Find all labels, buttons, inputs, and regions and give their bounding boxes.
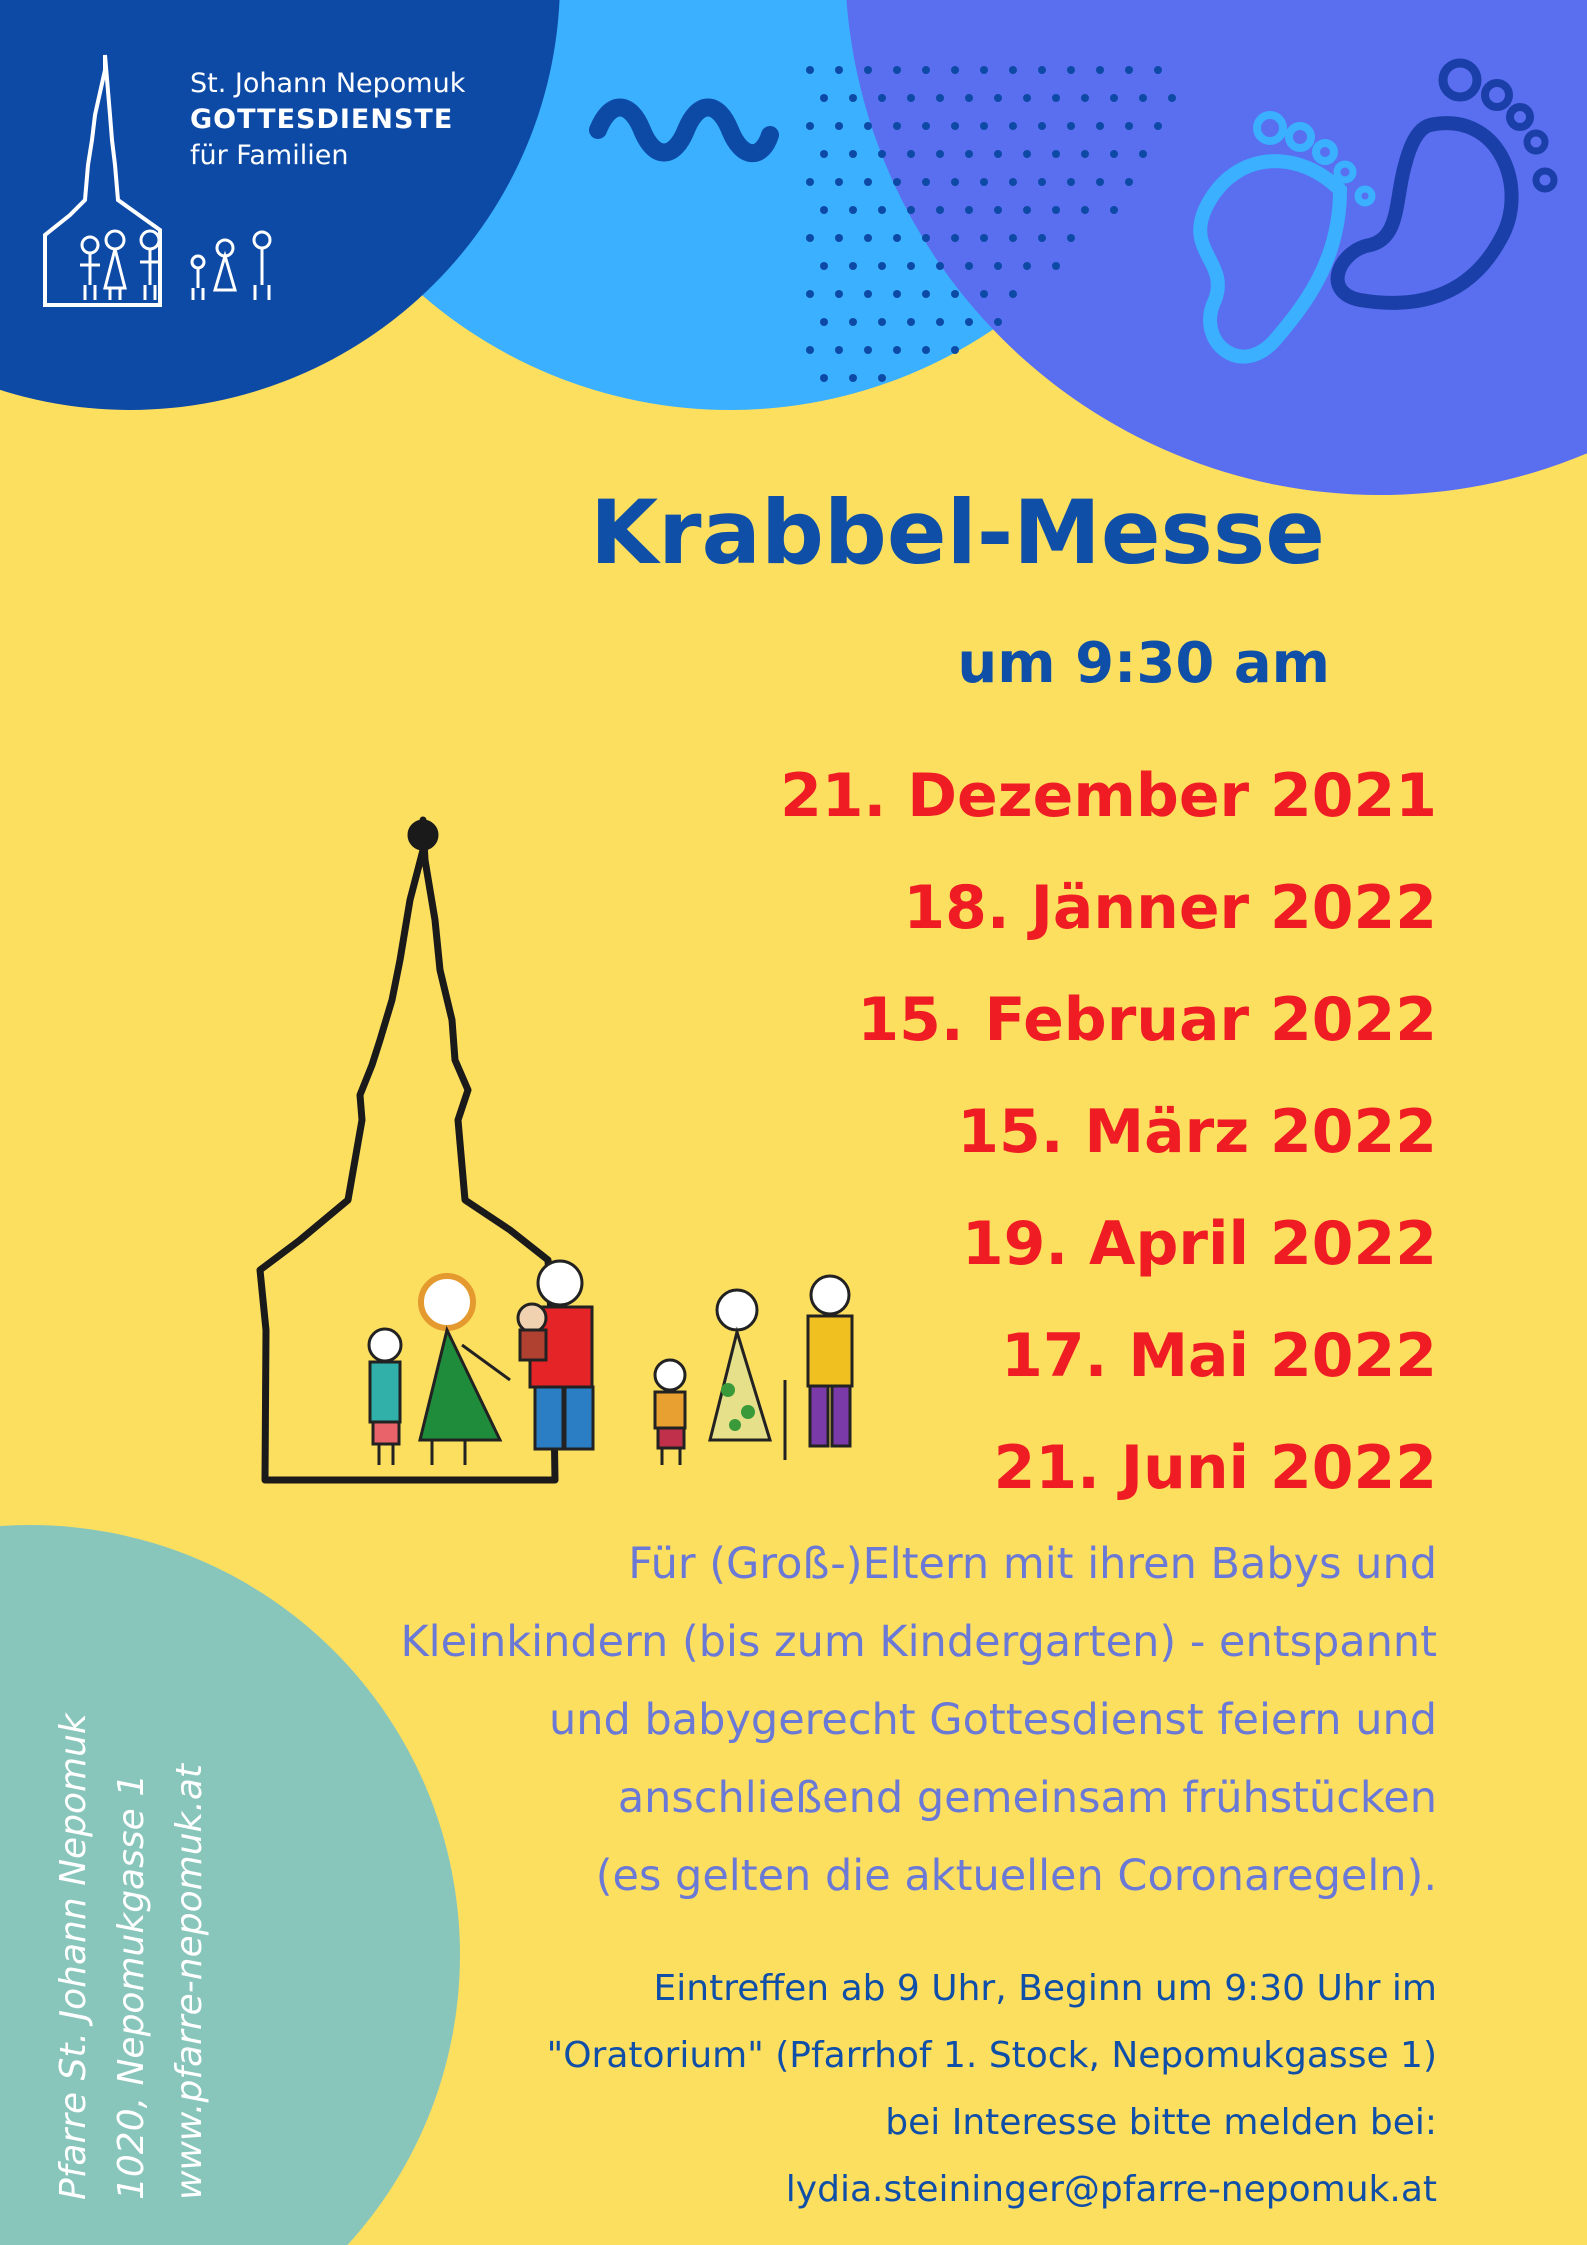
dot	[849, 150, 857, 158]
dot	[1096, 122, 1104, 130]
dot	[1052, 262, 1060, 270]
dot	[1052, 150, 1060, 158]
dot	[820, 94, 828, 102]
dot	[1038, 122, 1046, 130]
dot	[1052, 94, 1060, 102]
dot	[1067, 66, 1075, 74]
dot	[1038, 234, 1046, 242]
dot	[1081, 150, 1089, 158]
dot	[951, 178, 959, 186]
dot	[1009, 290, 1017, 298]
dot	[1168, 94, 1176, 102]
dot	[878, 262, 886, 270]
dot	[835, 234, 843, 242]
dot	[1009, 122, 1017, 130]
dot	[1023, 206, 1031, 214]
dot	[1110, 94, 1118, 102]
dot	[835, 66, 843, 74]
dot	[878, 206, 886, 214]
dot	[907, 94, 915, 102]
dot	[806, 178, 814, 186]
dot	[1110, 150, 1118, 158]
info-line: Eintreffen ab 9 Uhr, Beginn um 9:30 Uhr im	[653, 1968, 1437, 2009]
dot	[878, 150, 886, 158]
dot	[936, 94, 944, 102]
dot	[1139, 94, 1147, 102]
dot	[936, 206, 944, 214]
dot	[849, 262, 857, 270]
info-line: "Oratorium" (Pfarrhof 1. Stock, Nepomukgasse 1)	[546, 2035, 1437, 2076]
dark-blue-circle	[0, 0, 560, 410]
dot	[965, 94, 973, 102]
dot	[1023, 150, 1031, 158]
dot	[936, 262, 944, 270]
dot	[922, 178, 930, 186]
description-line: anschließend gemeinsam frühstücken	[617, 1773, 1437, 1823]
dot	[820, 206, 828, 214]
date-item: 15. Februar 2022	[857, 985, 1437, 1055]
dot	[835, 178, 843, 186]
dot	[1067, 122, 1075, 130]
dot	[1125, 178, 1133, 186]
event-description	[290, 1525, 1437, 1915]
dot	[907, 262, 915, 270]
dot	[922, 122, 930, 130]
contact-email[interactable]: lydia.steininger@pfarre-nepomuk.at	[785, 2169, 1437, 2210]
dot	[951, 234, 959, 242]
dot	[965, 206, 973, 214]
dot	[922, 290, 930, 298]
logo-parish-name: St. Johann Nepomuk	[190, 68, 466, 99]
description-line: Für (Groß-)Eltern mit ihren Babys und	[628, 1539, 1437, 1589]
dot	[965, 262, 973, 270]
dot	[1081, 206, 1089, 214]
logo-subheading: für Familien	[190, 140, 349, 171]
dot	[1110, 206, 1118, 214]
dot	[965, 318, 973, 326]
dot	[820, 318, 828, 326]
event-info	[380, 1955, 1437, 2223]
mother-figure	[420, 1276, 510, 1465]
dot	[878, 94, 886, 102]
dot	[1096, 66, 1104, 74]
dot	[878, 318, 886, 326]
info-line: bei Interesse bitte melden bei:	[885, 2102, 1437, 2143]
parish-address	[45, 1713, 219, 2200]
dot	[1009, 178, 1017, 186]
dot	[864, 66, 872, 74]
dot	[835, 346, 843, 354]
dot	[980, 66, 988, 74]
logo-text	[190, 66, 465, 174]
dot	[1023, 262, 1031, 270]
dot	[951, 290, 959, 298]
dot	[951, 66, 959, 74]
dot	[806, 290, 814, 298]
dot	[806, 234, 814, 242]
description-line: (es gelten die aktuellen Coronaregeln).	[595, 1851, 1437, 1901]
date-item: 19. April 2022	[961, 1209, 1437, 1279]
dot	[806, 346, 814, 354]
dot	[922, 346, 930, 354]
dot	[980, 122, 988, 130]
dot	[820, 262, 828, 270]
address-line: 1020, Nepomukgasse 1	[111, 1773, 152, 2200]
father-figure	[518, 1261, 593, 1449]
dot	[1096, 178, 1104, 186]
church-drawing	[260, 820, 555, 1480]
dot	[864, 178, 872, 186]
dot	[864, 346, 872, 354]
dot	[1125, 122, 1133, 130]
dot	[1023, 94, 1031, 102]
dot	[951, 346, 959, 354]
dot	[922, 234, 930, 242]
dot	[1038, 66, 1046, 74]
dot	[907, 206, 915, 214]
date-item: 18. Jänner 2022	[903, 873, 1437, 943]
dot	[980, 178, 988, 186]
dot	[820, 374, 828, 382]
dot	[864, 290, 872, 298]
dot	[878, 374, 886, 382]
dot	[965, 150, 973, 158]
dot	[806, 122, 814, 130]
dot	[907, 318, 915, 326]
dot	[951, 122, 959, 130]
dot	[893, 234, 901, 242]
dot	[849, 206, 857, 214]
dot	[835, 122, 843, 130]
dot	[1139, 150, 1147, 158]
dot	[1067, 234, 1075, 242]
girl-figure	[369, 1329, 401, 1465]
dot	[994, 318, 1002, 326]
dot	[1081, 94, 1089, 102]
dot	[907, 150, 915, 158]
dot	[1154, 122, 1162, 130]
dot	[1009, 234, 1017, 242]
dot	[864, 122, 872, 130]
dot	[994, 206, 1002, 214]
boy-figure	[655, 1360, 685, 1465]
dot	[893, 178, 901, 186]
dot	[893, 66, 901, 74]
dot	[1067, 178, 1075, 186]
description-line: und babygerecht Gottesdienst feiern und	[549, 1695, 1437, 1745]
page-title: Krabbel-Messe	[589, 481, 1325, 584]
dot	[994, 262, 1002, 270]
dot	[1009, 66, 1017, 74]
dot	[1038, 178, 1046, 186]
dot	[936, 318, 944, 326]
dot	[893, 346, 901, 354]
dot	[1125, 66, 1133, 74]
dot	[1052, 206, 1060, 214]
address-line: Pfarre St. Johann Nepomuk	[53, 1713, 94, 2200]
logo-heading: GOTTESDIENSTE	[190, 104, 454, 135]
date-item: 17. Mai 2022	[1001, 1321, 1437, 1391]
date-item: 15. März 2022	[957, 1097, 1437, 1167]
date-item: 21. Dezember 2021	[780, 761, 1437, 831]
event-time: um 9:30 am	[957, 631, 1330, 696]
dot	[980, 290, 988, 298]
dot	[922, 66, 930, 74]
dot	[994, 94, 1002, 102]
dot	[849, 94, 857, 102]
dot	[1154, 66, 1162, 74]
date-list	[700, 740, 1437, 1524]
dot	[849, 318, 857, 326]
description-line: Kleinkindern (bis zum Kindergarten) - entspannt	[400, 1617, 1437, 1667]
website-link[interactable]: www.pfarre-nepomuk.at	[169, 1764, 210, 2200]
date-item: 21. Juni 2022	[993, 1433, 1437, 1503]
dot	[806, 66, 814, 74]
dot	[893, 122, 901, 130]
dot	[835, 290, 843, 298]
dot	[994, 150, 1002, 158]
dot	[849, 374, 857, 382]
dot	[864, 234, 872, 242]
dot	[893, 290, 901, 298]
dot	[820, 150, 828, 158]
dot	[936, 150, 944, 158]
dot	[980, 234, 988, 242]
